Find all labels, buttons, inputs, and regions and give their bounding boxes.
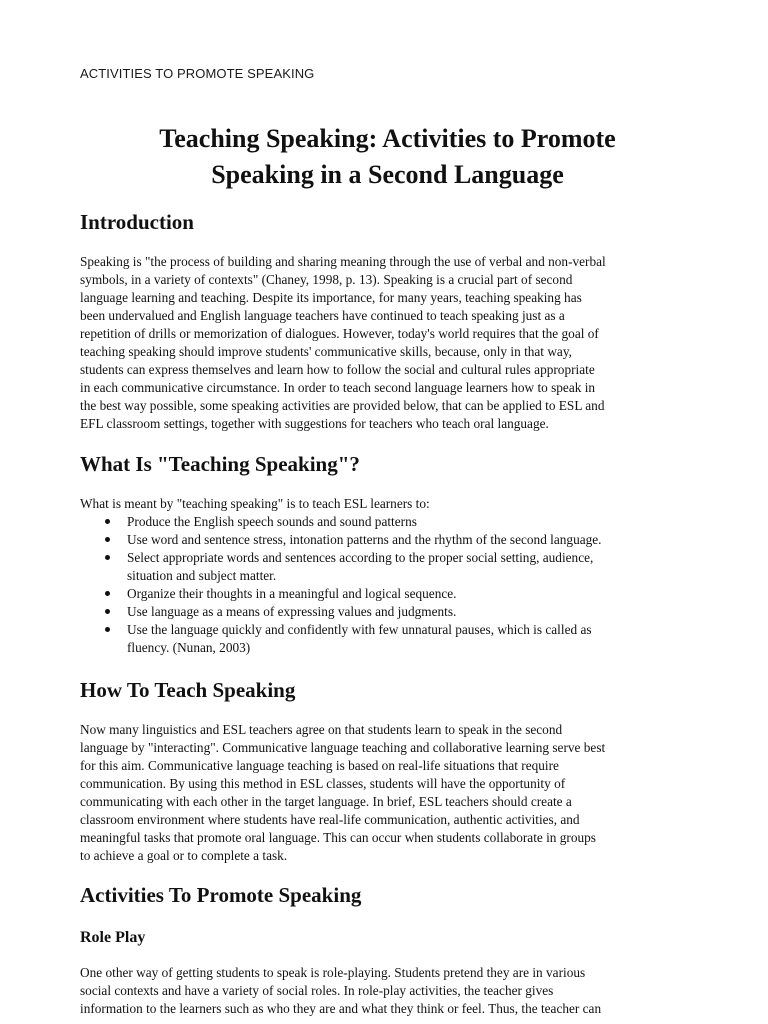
text-line: Organize their thoughts in a meaningful and logical sequence. xyxy=(127,586,457,601)
introduction-heading: Introduction xyxy=(80,210,194,234)
text-line: Speaking is "the process of building and sharing meaning through the use of verbal and non-verbal xyxy=(80,254,606,269)
text-line: meaningful tasks that promote oral language. This can occur when students collaborate in groups xyxy=(80,830,596,845)
text-line: symbols, in a variety of contexts" (Chaney, 1998, p. 13). Speaking is a crucial part of second xyxy=(80,272,573,287)
text-line: communication. By using this method in ESL classes, students will have the opportunity of xyxy=(80,776,566,791)
list-item xyxy=(80,585,695,603)
text-line: Use the language quickly and confidently with few unnatural pauses, which is called as xyxy=(127,622,592,637)
text-line: for this aim. Communicative language teaching is based on real-life situations that require xyxy=(80,758,559,773)
list-item xyxy=(80,603,695,621)
text-line: repetition of drills or memorization of dialogues. However, today's world requires that the goal of xyxy=(80,326,599,341)
bullet-icon xyxy=(105,609,110,614)
document-title xyxy=(80,121,695,193)
bullet-icon xyxy=(105,591,110,596)
activities-heading: Activities To Promote Speaking xyxy=(80,883,362,907)
text-line: classroom environment where students have real-life communication, authentic activities, and xyxy=(80,812,580,827)
text-line: communicating with each other in the target language. In brief, ESL teachers should create a xyxy=(80,794,572,809)
text-line: Use language as a means of expressing values and judgments. xyxy=(127,604,457,619)
what-is-lead xyxy=(80,495,695,513)
text-line: fluency. (Nunan, 2003) xyxy=(127,640,251,655)
what-is-heading: What Is "Teaching Speaking"? xyxy=(80,452,360,476)
text-line: Select appropriate words and sentences according to the proper social setting, audience, xyxy=(127,550,594,565)
how-to-heading: How To Teach Speaking xyxy=(80,678,296,702)
bullet-icon xyxy=(105,555,110,560)
text-line: One other way of getting students to speak is role-playing. Students pretend they are in various xyxy=(80,965,586,980)
text-line: What is meant by "teaching speaking" is to teach ESL learners to: xyxy=(80,496,430,511)
text-line: language by "interacting". Communicative language teaching and collaborative learning serve best xyxy=(80,740,606,755)
introduction-paragraph xyxy=(80,253,695,433)
title-line: Teaching Speaking: Activities to Promote xyxy=(159,124,616,153)
role-play-heading: Role Play xyxy=(80,929,146,946)
title-line: Speaking in a Second Language xyxy=(211,160,564,189)
how-to-paragraph xyxy=(80,721,695,865)
text-line: Produce the English speech sounds and sound patterns xyxy=(127,514,417,529)
text-line: Now many linguistics and ESL teachers agree on that students learn to speak in the second xyxy=(80,722,563,737)
text-line: in each communicative circumstance. In order to teach second language learners how to speak in xyxy=(80,380,596,395)
text-line: the best way possible, some speaking activities are provided below, that can be applied to ESL and xyxy=(80,398,605,413)
text-line: Use word and sentence stress, intonation patterns and the rhythm of the second language. xyxy=(127,532,602,547)
text-line: information to the learners such as who they are and what they think or feel. Thus, the teacher can xyxy=(80,1001,602,1016)
list-item xyxy=(80,621,695,657)
text-line: language learning and teaching. Despite its importance, for many years, teaching speaking has xyxy=(80,290,582,305)
text-line: situation and subject matter. xyxy=(127,568,277,583)
text-line: EFL classroom settings, together with suggestions for teachers who teach oral language. xyxy=(80,416,549,431)
text-line: students can express themselves and learn how to follow the social and cultural rules appropriate xyxy=(80,362,595,377)
running-head: ACTIVITIES TO PROMOTE SPEAKING xyxy=(80,66,315,81)
role-play-paragraph xyxy=(80,964,695,1018)
text-line: teaching speaking should improve students' communicative skills, because, only in that way, xyxy=(80,344,572,359)
text-line: social contexts and have a variety of social roles. In role-play activities, the teacher gives xyxy=(80,983,554,998)
list-item xyxy=(80,513,695,531)
list-item xyxy=(80,531,695,549)
text-line: been undervalued and English language teachers have continued to teach speaking just as a xyxy=(80,308,565,323)
list-item xyxy=(80,549,695,585)
bullet-icon xyxy=(105,519,110,524)
text-line: to achieve a goal or to complete a task. xyxy=(80,848,288,863)
bullet-icon xyxy=(105,537,110,542)
bullet-icon xyxy=(105,627,110,632)
skills-list xyxy=(80,513,695,657)
